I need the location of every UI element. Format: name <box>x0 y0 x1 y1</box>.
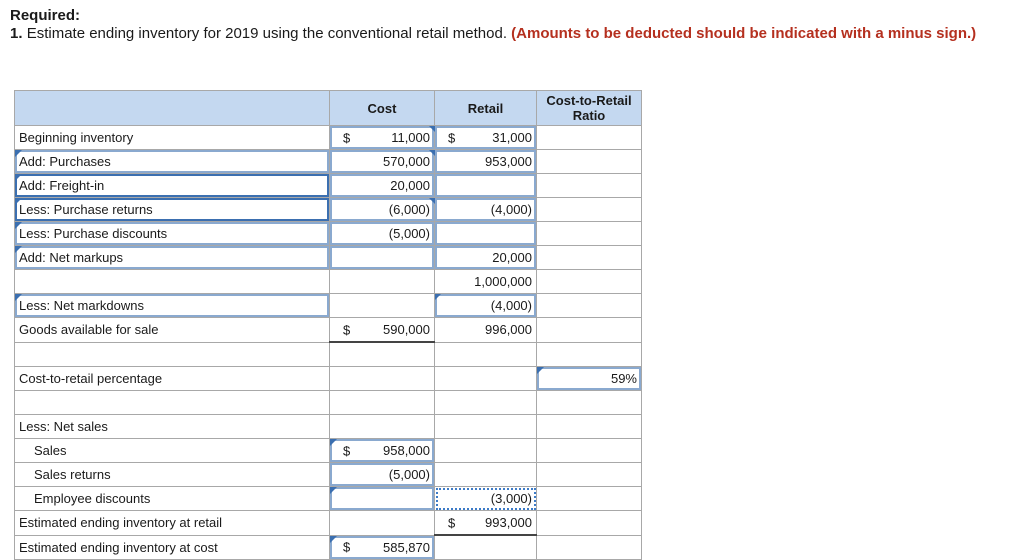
retail-column-header: Retail <box>435 91 537 126</box>
cost-value: 11,000 <box>391 130 430 145</box>
cost-input[interactable] <box>330 487 435 511</box>
empty-cell <box>435 367 537 391</box>
ratio-value: 59% <box>610 371 637 386</box>
cost-value: 958,000 <box>383 443 430 458</box>
retail-input[interactable] <box>435 294 537 318</box>
row-label: Sales returns <box>15 463 330 487</box>
table-row <box>15 367 642 391</box>
row-label: Less: Purchase discounts <box>19 226 168 241</box>
table-row <box>15 294 642 318</box>
row-label: Add: Purchases <box>19 154 111 169</box>
empty-cell <box>537 342 642 367</box>
cost-value: 585,870 <box>383 539 430 555</box>
empty-cell <box>537 463 642 487</box>
row-label: Employee discounts <box>15 487 330 511</box>
table-row <box>15 246 642 270</box>
cost-value: 570,000 <box>383 154 430 169</box>
empty-cell <box>330 391 435 415</box>
retail-input[interactable] <box>435 246 537 270</box>
retail-value: 996,000 <box>485 322 532 338</box>
cost-input[interactable] <box>330 126 435 150</box>
dollar-sign: $ <box>343 130 351 145</box>
ratio-cell <box>537 198 642 222</box>
ratio-input[interactable] <box>537 367 642 391</box>
retail-value: 31,000 <box>492 130 532 145</box>
cost-input[interactable] <box>330 198 435 222</box>
cost-input[interactable] <box>330 150 435 174</box>
dropdown-marker-icon <box>435 294 441 300</box>
cost-input[interactable] <box>330 246 435 270</box>
minus-sign-instruction: (Amounts to be deducted should be indicated with a minus sign.) <box>511 25 977 42</box>
retail-input[interactable] <box>435 198 537 222</box>
ratio-cell <box>537 126 642 150</box>
row-label-select[interactable] <box>15 246 330 270</box>
table-row <box>15 174 642 198</box>
cost-cell <box>330 270 435 294</box>
retail-ending-total <box>435 511 537 536</box>
table-row <box>15 342 642 367</box>
empty-cell <box>330 342 435 367</box>
retail-input[interactable] <box>435 126 537 150</box>
dropdown-marker-icon <box>330 487 337 494</box>
empty-cell <box>330 367 435 391</box>
empty-cell <box>537 439 642 463</box>
cost-input[interactable] <box>330 174 435 198</box>
empty-cell <box>537 391 642 415</box>
cost-total <box>330 318 435 343</box>
row-label: Less: Net sales <box>15 415 330 439</box>
table-row <box>15 222 642 246</box>
ratio-cell <box>537 246 642 270</box>
table-row <box>15 487 642 511</box>
cost-input[interactable] <box>330 439 435 463</box>
cost-ending-input[interactable] <box>330 535 435 560</box>
cost-input[interactable] <box>330 222 435 246</box>
table-row <box>15 198 642 222</box>
table-row <box>15 150 642 174</box>
cost-value: (6,000) <box>388 202 430 217</box>
retail-value: 20,000 <box>492 250 532 265</box>
question-text: Estimate ending inventory for 2019 using the conventional retail method. <box>26 25 507 42</box>
retail-value: (4,000) <box>490 298 532 313</box>
ratio-cell <box>537 222 642 246</box>
row-label: Less: Purchase returns <box>19 202 153 217</box>
dropdown-marker-icon <box>537 367 544 374</box>
empty-cell <box>435 463 537 487</box>
ratio-column-header: Cost-to-Retail Ratio <box>537 91 642 126</box>
retail-input[interactable] <box>435 174 537 198</box>
ratio-cell <box>537 150 642 174</box>
row-label: Less: Net markdowns <box>19 298 144 313</box>
dollar-sign: $ <box>343 322 351 337</box>
cost-value: 20,000 <box>390 178 430 193</box>
dropdown-marker-icon <box>330 439 337 446</box>
header-blank-cell <box>15 91 330 126</box>
empty-cell <box>15 391 330 415</box>
row-label <box>15 270 330 294</box>
row-label-select[interactable] <box>15 198 330 222</box>
row-label-select[interactable] <box>15 294 330 318</box>
table-row <box>15 126 642 150</box>
row-label: Goods available for sale <box>15 318 330 343</box>
dropdown-marker-icon <box>330 536 337 543</box>
empty-cell <box>537 415 642 439</box>
ratio-cell <box>537 270 642 294</box>
empty-cell <box>537 535 642 560</box>
cost-value: 590,000 <box>383 322 430 337</box>
row-label: Add: Freight-in <box>19 178 105 193</box>
row-label: Estimated ending inventory at retail <box>15 511 330 536</box>
ratio-cell <box>537 174 642 198</box>
row-label-select[interactable] <box>15 174 330 198</box>
dollar-sign: $ <box>343 443 351 458</box>
empty-cell <box>435 391 537 415</box>
ratio-cell <box>537 294 642 318</box>
dropdown-marker-icon <box>15 174 22 181</box>
question-line <box>10 25 1010 43</box>
row-label: Cost-to-retail percentage <box>15 367 330 391</box>
empty-cell <box>330 511 435 536</box>
empty-cell <box>435 535 537 560</box>
row-label-select[interactable] <box>15 222 330 246</box>
empty-cell <box>330 415 435 439</box>
row-label-select[interactable] <box>15 150 330 174</box>
dropdown-marker-icon <box>15 150 22 157</box>
retail-value: 953,000 <box>485 154 532 169</box>
retail-value: (3,000) <box>490 491 532 506</box>
dropdown-marker-icon <box>15 294 22 301</box>
dropdown-marker-icon <box>15 198 22 205</box>
dollar-sign: $ <box>343 539 351 555</box>
table-row <box>15 439 642 463</box>
dollar-sign: $ <box>448 515 456 530</box>
dollar-sign: $ <box>448 130 456 145</box>
empty-cell <box>435 415 537 439</box>
table-row <box>15 511 642 536</box>
row-label: Beginning inventory <box>15 126 330 150</box>
retail-total <box>435 318 537 343</box>
retail-input[interactable] <box>435 222 537 246</box>
dropdown-marker-icon <box>15 246 22 253</box>
cost-column-header: Cost <box>330 91 435 126</box>
retail-input-focused[interactable] <box>435 487 537 511</box>
table-row <box>15 391 642 415</box>
empty-cell <box>537 487 642 511</box>
retail-value: (4,000) <box>490 202 532 217</box>
retail-subtotal <box>435 270 537 294</box>
empty-cell <box>537 511 642 536</box>
empty-cell <box>435 342 537 367</box>
cost-input[interactable] <box>330 463 435 487</box>
table-row <box>15 270 642 294</box>
dropdown-marker-icon <box>15 222 22 229</box>
table-row <box>15 463 642 487</box>
required-heading: Required: <box>10 7 81 24</box>
empty-cell <box>435 439 537 463</box>
table-row <box>15 415 642 439</box>
cost-cell <box>330 294 435 318</box>
cost-value: (5,000) <box>388 226 430 241</box>
empty-cell <box>15 342 330 367</box>
table-row <box>15 318 642 343</box>
retail-value: 1,000,000 <box>474 274 532 289</box>
instructions-header <box>10 7 1010 43</box>
table-row <box>15 535 642 560</box>
row-label: Estimated ending inventory at cost <box>15 535 330 560</box>
cost-value: (5,000) <box>388 467 430 482</box>
table-header-row <box>15 91 642 126</box>
row-label: Add: Net markups <box>19 250 124 265</box>
question-number: 1. <box>10 25 23 42</box>
row-label: Sales <box>15 439 330 463</box>
ratio-cell <box>537 318 642 343</box>
retail-input[interactable] <box>435 150 537 174</box>
retail-method-table <box>14 90 642 560</box>
retail-value: 993,000 <box>485 515 532 530</box>
